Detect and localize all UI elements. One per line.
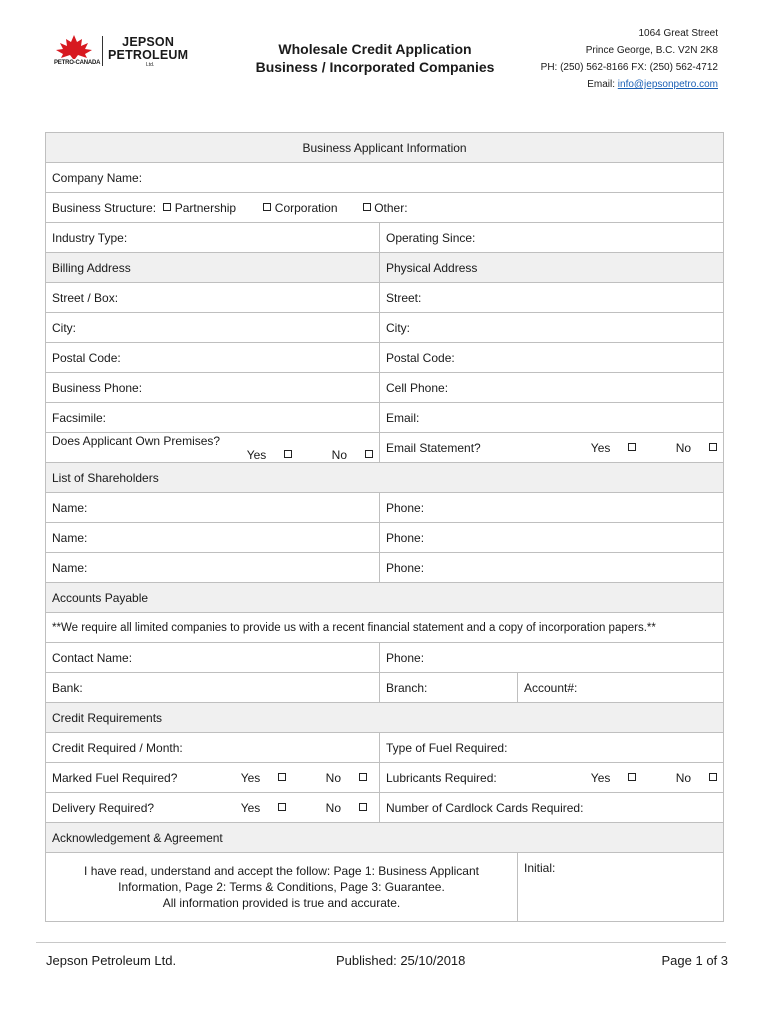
lubricants-yes-checkbox[interactable]: [628, 773, 636, 781]
delivery-no-checkbox[interactable]: [359, 803, 367, 811]
no-label: No: [331, 447, 347, 462]
yes-label: Yes: [246, 447, 267, 462]
no-label: No: [325, 800, 341, 815]
physical-city-field[interactable]: City:: [380, 313, 724, 343]
fuel-type-field[interactable]: Type of Fuel Required:: [380, 733, 724, 763]
no-label: No: [675, 770, 692, 785]
logo-line1: JEPSON: [122, 35, 175, 49]
bank-field[interactable]: Bank:: [46, 673, 380, 703]
contact-phone-field[interactable]: Phone:: [380, 643, 724, 673]
marked-fuel-yes-checkbox[interactable]: [278, 773, 286, 781]
yes-label: Yes: [240, 800, 261, 815]
billing-address-header: Billing Address: [46, 253, 380, 283]
yes-label: Yes: [590, 440, 611, 455]
email-statement-options: [555, 441, 717, 455]
ack-line1: I have read, understand and accept the follow: Page 1: Business Applicant: [84, 864, 479, 878]
no-label: No: [675, 440, 692, 455]
cardlock-cards-field[interactable]: Number of Cardlock Cards Required:: [380, 793, 724, 823]
street-box-field[interactable]: Street / Box:: [46, 283, 380, 313]
billing-postal-code-field[interactable]: Postal Code:: [46, 343, 380, 373]
accounts-payable-header: Accounts Payable: [46, 583, 724, 613]
delivery-options: [205, 801, 367, 815]
email-label: Email:: [587, 79, 618, 90]
street-field[interactable]: Street:: [380, 283, 724, 313]
lubricants-no: [658, 771, 717, 785]
operating-since-field[interactable]: Operating Since:: [380, 223, 724, 253]
delivery-label: Delivery Required?: [52, 800, 155, 815]
email-statement-row: [380, 433, 724, 463]
logo-wordmark: [108, 36, 188, 62]
email-statement-yes: [573, 441, 637, 455]
shareholder-name-field[interactable]: Name:: [46, 553, 380, 583]
partnership-checkbox[interactable]: [163, 203, 171, 211]
branch-field[interactable]: Branch:: [380, 673, 518, 703]
account-field[interactable]: Account#:: [518, 673, 724, 703]
maple-leaf-icon: [54, 34, 94, 60]
other-label: Other:: [374, 200, 408, 215]
shareholder-phone-field[interactable]: Phone:: [380, 553, 724, 583]
yes-label: Yes: [590, 770, 611, 785]
own-premises-no: [314, 448, 373, 462]
own-premises-label: Does Applicant Own Premises?: [52, 433, 221, 448]
petro-canada-brand: PETRO-CANADA: [54, 60, 101, 66]
business-structure-row: [46, 193, 724, 223]
corporation-label: Corporation: [274, 200, 338, 215]
delivery-yes-checkbox[interactable]: [278, 803, 286, 811]
lubricants-label: Lubricants Required:: [386, 770, 497, 785]
business-structure-label: Business Structure:: [52, 200, 157, 215]
credit-requirements-header: Credit Requirements: [46, 703, 724, 733]
title-line1: Wholesale Credit Application: [278, 41, 472, 57]
credit-application-form: [45, 132, 724, 922]
own-premises-no-checkbox[interactable]: [365, 450, 373, 458]
marked-fuel-label: Marked Fuel Required?: [52, 770, 178, 785]
lubricants-options: [555, 771, 717, 785]
accounts-payable-note: **We require all limited companies to provide us with a recent financial statement and a copy of incorporation papers.**: [46, 613, 724, 643]
email-link[interactable]: info@jepsonpetro.com: [617, 79, 718, 90]
phone-fax: PH: (250) 562-8166 FX: (250) 562-4712: [540, 62, 718, 73]
delivery-row: [46, 793, 380, 823]
logo-line2: PETROLEUM: [108, 48, 189, 62]
lubricants-row: [380, 763, 724, 793]
shareholder-phone-field[interactable]: Phone:: [380, 523, 724, 553]
lubricants-no-checkbox[interactable]: [709, 773, 717, 781]
marked-fuel-no: [308, 771, 367, 785]
yes-label: Yes: [240, 770, 261, 785]
ack-line3: All information provided is true and accurate.: [162, 896, 401, 910]
delivery-no: [308, 801, 367, 815]
shareholder-name-field[interactable]: Name:: [46, 523, 380, 553]
street-address: 1064 Great Street: [638, 28, 718, 39]
physical-address-header: Physical Address: [380, 253, 724, 283]
ack-line2: Information, Page 2: Terms & Conditions, Page 3: Guarantee.: [118, 880, 445, 894]
delivery-yes: [223, 801, 287, 815]
email-statement-yes-checkbox[interactable]: [628, 443, 636, 451]
corporation-checkbox[interactable]: [263, 203, 271, 211]
email-statement-no-checkbox[interactable]: [709, 443, 717, 451]
own-premises-options: [211, 448, 373, 462]
document-title: [250, 40, 500, 76]
own-premises-yes-checkbox[interactable]: [284, 450, 292, 458]
email-statement-no: [658, 441, 717, 455]
billing-city-field[interactable]: City:: [46, 313, 380, 343]
logo-divider: [102, 36, 103, 66]
lubricants-yes: [573, 771, 637, 785]
marked-fuel-no-checkbox[interactable]: [359, 773, 367, 781]
footer-page-number: Page 1 of 3: [661, 953, 728, 968]
cell-phone-field[interactable]: Cell Phone:: [380, 373, 724, 403]
acknowledgement-header: Acknowledgement & Agreement: [46, 823, 724, 853]
logo-suffix: Ltd.: [146, 62, 155, 68]
city-address: Prince George, B.C. V2N 2K8: [585, 45, 718, 56]
company-address: [541, 25, 718, 93]
section-business-applicant: Business Applicant Information: [46, 133, 724, 163]
own-premises-row: [46, 433, 380, 463]
email-line: [541, 76, 718, 93]
company-name-field[interactable]: Company Name:: [46, 163, 724, 193]
facsimile-field[interactable]: Facsimile:: [46, 403, 380, 433]
title-line2: Business / Incorporated Companies: [255, 59, 495, 75]
footer-company: Jepson Petroleum Ltd.: [46, 953, 177, 968]
marked-fuel-options: [205, 771, 367, 785]
contact-name-field[interactable]: Contact Name:: [46, 643, 380, 673]
shareholder-phone-field[interactable]: Phone:: [380, 493, 724, 523]
email-field[interactable]: Email:: [380, 403, 724, 433]
partnership-label: Partnership: [174, 200, 237, 215]
email-statement-label: Email Statement?: [386, 440, 481, 455]
shareholder-name-field[interactable]: Name:: [46, 493, 380, 523]
business-phone-field[interactable]: Business Phone:: [46, 373, 380, 403]
own-premises-yes: [229, 448, 293, 462]
initial-field[interactable]: Initial:: [518, 853, 724, 922]
marked-fuel-row: [46, 763, 380, 793]
no-label: No: [325, 770, 341, 785]
credit-per-month-field[interactable]: Credit Required / Month:: [46, 733, 380, 763]
company-logo: [54, 34, 194, 70]
shareholders-header: List of Shareholders: [46, 463, 724, 493]
other-checkbox[interactable]: [363, 203, 371, 211]
acknowledgement-text: [46, 853, 518, 922]
marked-fuel-yes: [223, 771, 287, 785]
footer-divider: [36, 942, 726, 943]
physical-postal-code-field[interactable]: Postal Code:: [380, 343, 724, 373]
industry-type-field[interactable]: Industry Type:: [46, 223, 380, 253]
footer-published: Published: 25/10/2018: [336, 953, 466, 968]
